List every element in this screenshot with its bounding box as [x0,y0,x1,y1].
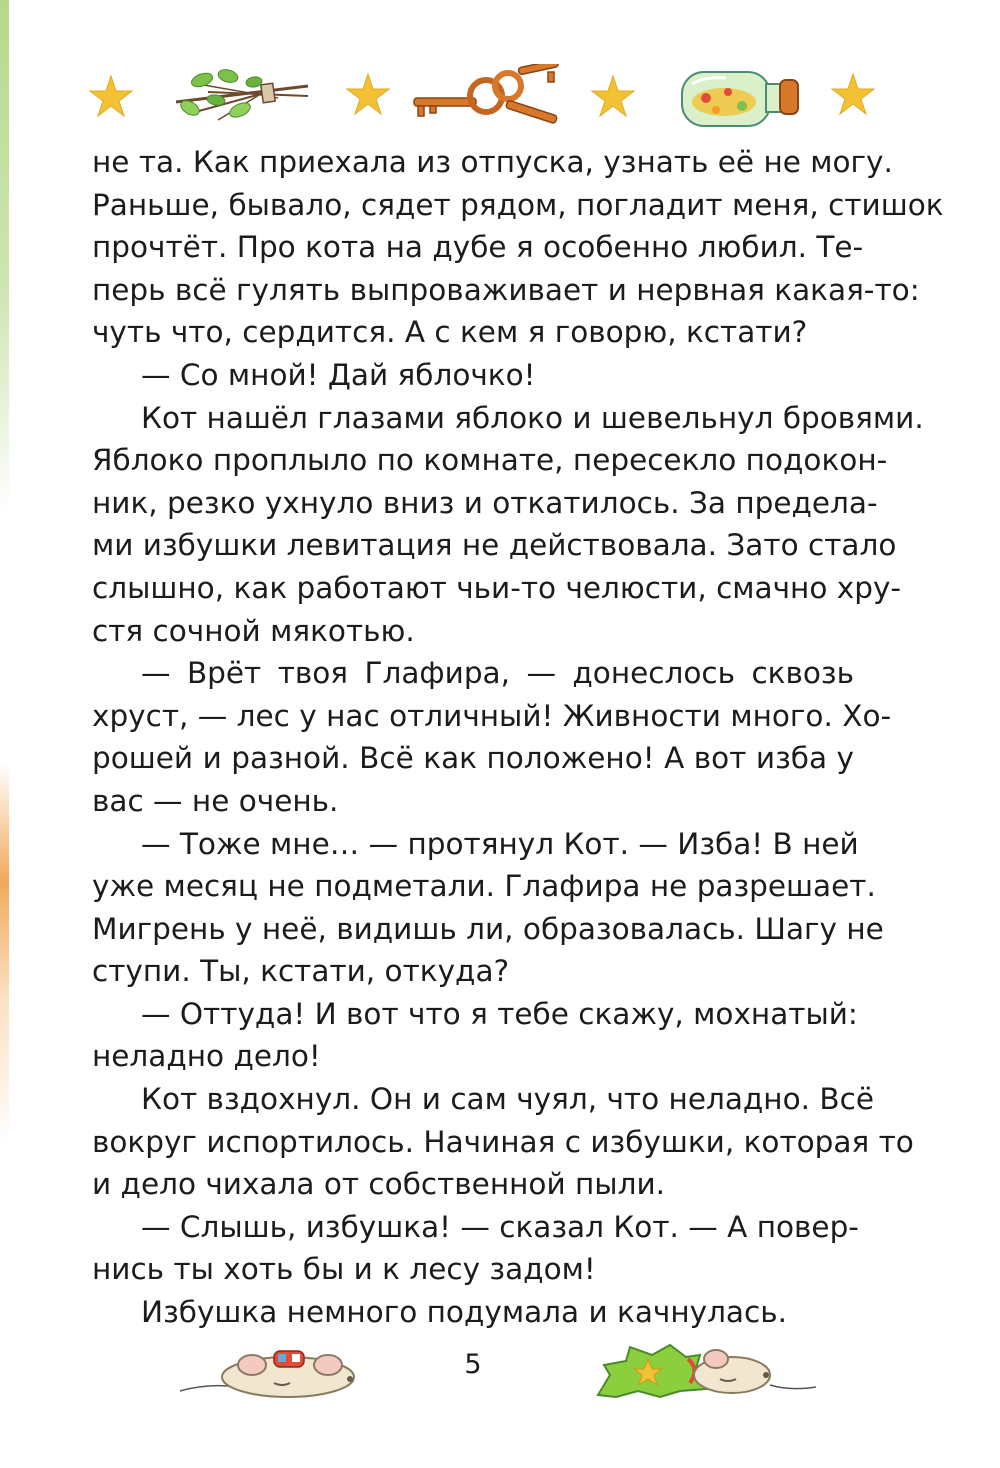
page-text [92,141,944,1334]
text-line: рошей и разной. Всё как положено! А вот изба у [92,741,854,776]
broom-icon [168,62,316,128]
text-line: перь всё гулять выпроваживает и нервная какая-то: [92,272,920,307]
star-icon [345,72,391,116]
text-line: стя сочной мякотью. [92,613,415,648]
text-line: — Тоже мне… — протянул Кот. — Изба! В ней [141,826,859,861]
text-line: ник, резко ухнуло вниз и откатилось. За предела- [92,485,878,520]
page-edge-stripe [0,0,9,1468]
keys-icon [408,64,568,128]
text-line: и дело чихала от собственной пыли. [92,1167,665,1202]
bottle-icon [676,62,804,132]
text-line: Яблоко проплыло по комнате, пересекло подокон- [92,443,888,478]
text-line: — Слышь, избушка! — сказал Кот. — А повер- [141,1209,859,1244]
star-icon [590,74,636,118]
text-line: — Оттуда! И вот что я тебе скажу, мохнатый: [141,996,858,1031]
text-line: Раньше, бывало, сядет рядом, погладит меня, стишок [92,187,944,222]
sleeping-mouse-left-icon [178,1339,368,1401]
text-line: не та. Как приехала из отпуска, узнать её не могу. [92,145,893,179]
text-line: слышно, как работают чьи-то челюсти, смачно хру- [92,570,902,605]
text-line: Мигрень у неё, видишь ли, образовалась. Шагу не [92,911,884,946]
text-line: ступи. Ты, кстати, откуда? [92,954,510,989]
text-line: прочтёт. Про кота на дубе я особенно любил. Те- [92,230,864,265]
text-line: вокруг испортилось. Начиная с избушки, которая то [92,1124,914,1159]
text-line: вас — не очень. [92,783,339,818]
text-line: Кот вздохнул. Он и сам чуял, что неладно. Всё [141,1082,874,1117]
text-line: чуть что, сердится. А с кем я говорю, кстати? [92,315,808,350]
footer-ornament [0,1335,1000,1405]
text-line: Кот нашёл глазами яблоко и шевельнул бровями. [141,400,924,435]
header-ornament [0,60,1000,135]
text-line: Избушка немного подумала и качнулась. [141,1295,787,1330]
page-number: 5 [464,1349,482,1380]
sleeping-mouse-right-icon [590,1335,820,1403]
star-icon [830,72,876,116]
text-line: — Врёт твоя Глафира, — донеслось сквозь [141,656,854,691]
text-line: — Со мной! Дай яблочко! [141,357,536,392]
text-line: хруст, — лес у нас отличный! Живности много. Хо- [92,698,892,733]
text-line: ми избушки левитация не действовала. Зато стало [92,528,897,563]
text-line: нись ты хоть бы и к лесу задом! [92,1252,596,1287]
text-line: уже месяц не подметали. Глафира не разрешает. [92,869,876,904]
star-icon [88,74,134,118]
text-line: неладно дело! [92,1039,321,1074]
